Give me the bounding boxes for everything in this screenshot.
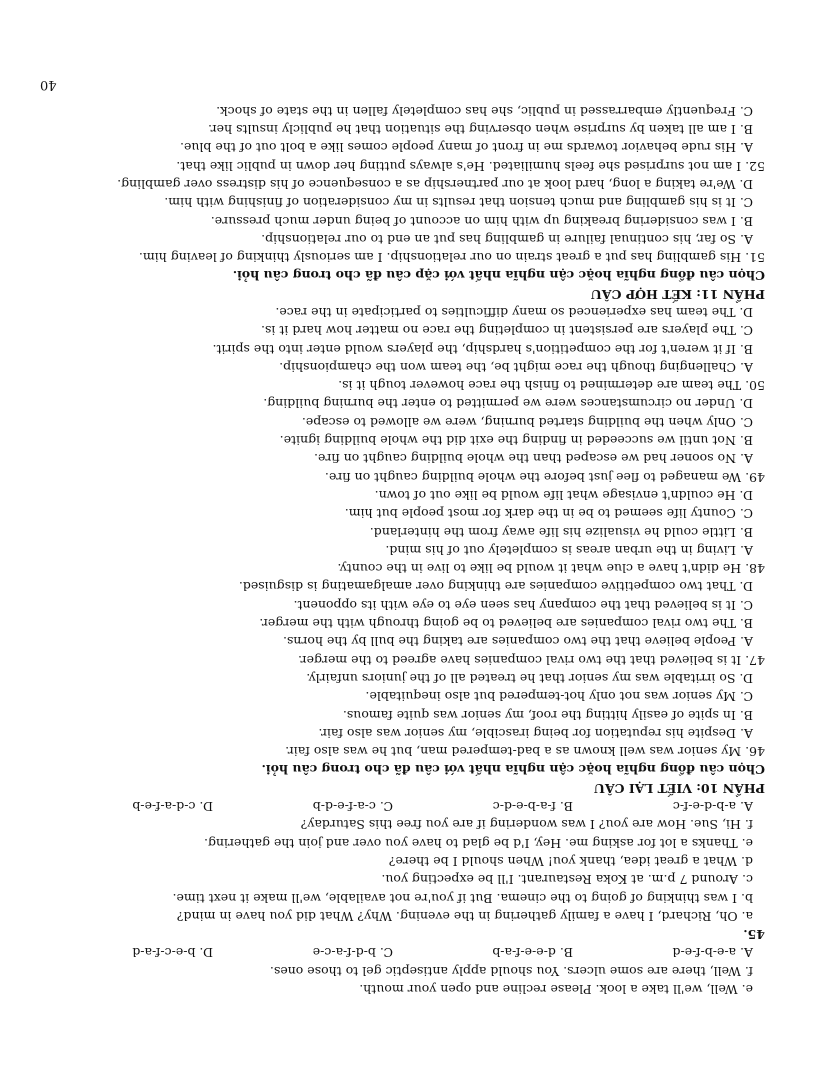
q44-choice-a: A. a-e-b-f-e-d — [672, 945, 753, 961]
q45-line-a: a. Oh, Richard, I have a family gathering in the evening. Why? What did you have in mind? — [176, 908, 753, 924]
part10-heading: PHẦN 10: VIẾT LẠI CÂU — [593, 780, 765, 796]
q44-choice-b: B. d-e-e-f-a-b — [492, 945, 573, 961]
q45-line-f: f. Hi, Sue. How are you? I was wondering if are you free this Saturday? — [300, 817, 753, 833]
q48-option-b: B. Little could he visualize his life away from the hinterland. — [369, 524, 753, 540]
q50-option-b: B. If it weren't for the competition's hardship, the players would enter into the spirit. — [212, 341, 753, 357]
q44-option-e: e. Well, we'll take a look. Please recline and open your mouth. — [359, 982, 753, 997]
q49-option-c: C. Only when the building started burning, were we allowed to escape. — [301, 414, 753, 430]
q47-option-a: A. People believe that the two companies are taking the bull by the horns. — [282, 634, 753, 650]
q51-option-b: B. I was considering breaking up with him on account of being under much pressure. — [210, 213, 753, 229]
q50-option-c: C. The players are persistent in completing the race no matter how hard it is. — [261, 323, 753, 339]
q52-stem: 52. I am not surprised she feels humiliated. He's always putting her down in public like that. — [176, 158, 765, 174]
q51-option-c: C. It is his gambling and much tension that results in my consideration of finishing with him. — [164, 195, 753, 211]
q45-choice-b: B. f-a-b-e-d-c — [492, 799, 573, 815]
q46-option-d: D. So irritable was my senior that he treated all of the juniors unfairly. — [306, 670, 753, 686]
q52-option-a: A. His rude behavior towards me in front of many people comes like a bolt out of the blue. — [179, 140, 753, 156]
q47-option-b: B. The two rival companies are believed to be going through with the merger. — [259, 616, 753, 632]
q52-option-c: C. Frequently embarrassed in public, she has completely fallen in the state of shock. — [216, 103, 753, 119]
q51-option-d: D. We're taking a long, hard look at our partnership as a consequence of his distress over gambling. — [117, 176, 753, 192]
q45-choice-a: A. a-b-d-e-f-c — [672, 799, 753, 815]
part11-heading: PHẦN 11: KẾT HỢP CÂU — [590, 286, 765, 302]
q45-choice-c: C. c-a-f-e-d-b — [312, 799, 393, 815]
q50-stem: 50. The team are determined to finish the race however tough it is. — [338, 378, 765, 394]
q50-option-a: A. Challenging though the race might be, the team won the championship. — [279, 359, 753, 375]
q46-stem: 46. My senior was well known as a bad-tempered man, but he was also fair. — [285, 744, 765, 760]
q47-stem: 47. It is believed that the two rival companies have agreed to the merger. — [297, 652, 765, 668]
q50-option-d: D. The team has experienced so many difficulties to participate in the race. — [275, 305, 753, 321]
q45-line-b: b. I was thinking of going to the cinema. But if you're not available, we'll make it next time. — [172, 890, 753, 906]
q45-line-e: e. Thanks a lot for asking me. Hey, I'd be glad to have you over and join the gathering. — [204, 835, 753, 851]
q48-stem: 48. He didn't have a clue what it would be like to live in the county. — [337, 561, 765, 577]
q52-option-b: B. I am all taken by surprise when observing the situation that he publicly insults her. — [208, 122, 753, 138]
q45-line-d: d. What a great idea, thank you! When should I be there? — [388, 853, 753, 869]
q44-choice-d: D. b-e-c-f-a-d — [132, 945, 213, 961]
page-number: 40 — [40, 77, 57, 93]
q46-option-c: C. My senior was not only hot-tempered but also inequitable. — [365, 689, 753, 705]
q48-option-c: C. County life seemed to be in the dark for most people but him. — [344, 506, 753, 522]
q44-answer-choices — [60, 943, 765, 961]
q51-stem: 51. His gambling has put a great strain on our relationship. I am seriously thinking of leaving him. — [138, 250, 765, 266]
q49-option-b: B. Not until we succeeded in finding the exit did the whole building ignite. — [279, 433, 753, 449]
q44-choice-c: C. b-d-f-a-c-e — [312, 945, 393, 961]
q45-line-c: c. Around 7 p.m. at Koka Restaurant. I'll be expecting you. — [381, 872, 753, 888]
q47-option-d: D. That two competitive companies are thinking over amalgamating is disguised. — [238, 579, 753, 595]
q49-option-d: D. Under no circumstances were we permitted to enter the burning building. — [263, 396, 753, 412]
part10-instruction: Chọn câu đồng nghĩa hoặc cận nghĩa nhất với câu đã cho trong câu hỏi. — [261, 762, 765, 778]
q46-option-b: B. In spite of easily hitting the roof, my senior was quite famous. — [342, 707, 753, 723]
q44-option-f: f. Well, there are some ulcers. You should apply antiseptic gel to those ones. — [269, 963, 753, 979]
part11-instruction: Chọn câu đồng nghĩa hoặc cận nghĩa nhất với cặp câu đã cho trong câu hỏi. — [232, 268, 765, 284]
q49-stem: 49. We managed to flee just before the whole building caught on fire. — [324, 469, 765, 485]
q48-option-d: D. He couldn't envisage what life would be like out of town. — [374, 487, 753, 503]
document-body — [60, 101, 765, 998]
q46-option-a: A. Despite his reputation for being irascible, my senior was also fair. — [318, 725, 753, 741]
q45-number: 45. — [743, 927, 765, 943]
q47-option-c: C. It is believed that the company has seen eye to eye with its opponent. — [293, 597, 753, 613]
q48-option-a: A. Living in the urban areas is completely out of his mind. — [385, 542, 753, 558]
q45-answer-choices — [60, 797, 765, 815]
q49-option-a: A. No sooner had we escaped than the whole building caught on fire. — [314, 451, 753, 467]
q45-choice-d: D. c-d-a-f-e-b — [132, 799, 213, 815]
q51-option-a: A. So far, his continual failure in gambling has put an end to our relationship. — [261, 231, 753, 247]
